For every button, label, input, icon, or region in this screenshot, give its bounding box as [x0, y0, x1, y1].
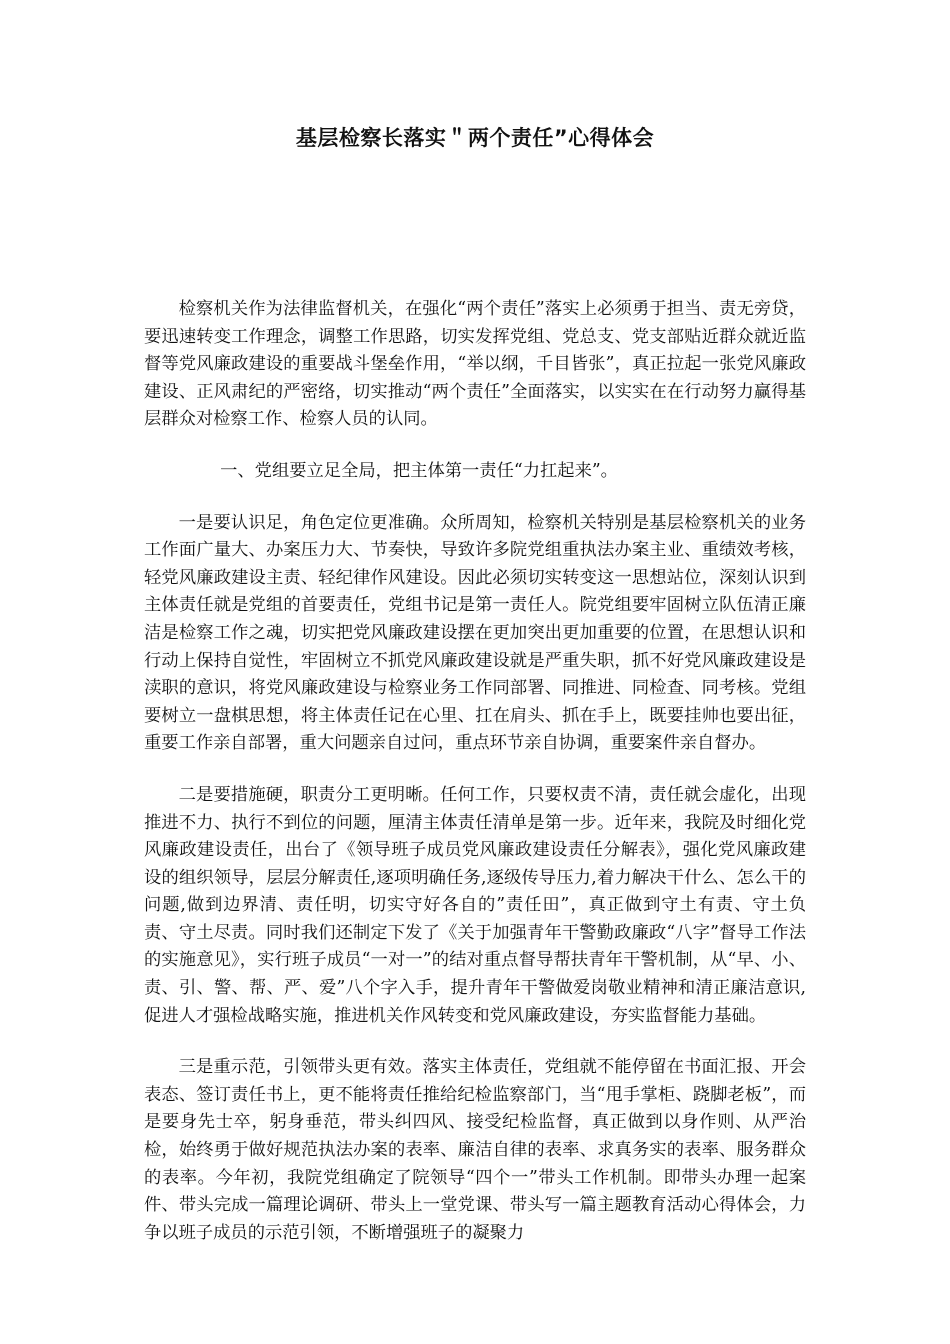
intro-paragraph: 检察机关作为法律监督机关，在强化“两个责任”落实上必须勇于担当、责无旁贷，要迅速转变工作理念，调整工作思路，切实发挥党组、党总支、党支部贴近群众就近监督等党风廉政建设的重要战斗堡垒作用，“举以纲，千目皆张”，真正拉起一张党风廉政建设、正风肃纪的严密络，切实推动“两个责任”全面落实，以实实在在行动努力赢得基层群众对检察工作、检察人员的认同。 [144, 299, 806, 430]
section-heading-1: 一、党组要立足全局，把主体第一责任“力扛起来”。 [220, 460, 618, 481]
document-title: 基层检察长落实＂两个责任”心得体会 [295, 126, 655, 150]
body-paragraph-2: 二是要措施硬，职责分工更明晰。任何工作，只要权责不清，责任就会虚化，出现推进不力、执行不到位的问题，厘清主体责任清单是第一步。近年来，我院及时细化党风廉政建设责任，出台了《领导班子成员党风廉政建设责任分解表》，强化党风廉政建设的组织领导，层层分解责任,逐项明确任务,逐级传导压力,着力解决干什么、怎么干的问题,做到边界清、责任明，切实守好各自的”责任田”，真正做到守土有责、守土负责、守土尽责。同时我们还制定下发了《关于加强青年干警勤政廉政“八字”督导工作法的实施意见》，实行班子成员“一对一”的结对重点督导帮扶青年干警机制，从“早、小、责、引、警、帮、严、爱”八个字入手，提升青年干警做爱岗敬业精神和清正廉洁意识,促进人才强检战略实施，推进机关作风转变和党风廉政建设，夯实监督能力基础。 [144, 784, 806, 1026]
body-paragraph-1: 一是要认识足，角色定位更准确。众所周知，检察机关特别是基层检察机关的业务工作面广量大、办案压力大、节奏快，导致许多院党组重执法办案主业、重绩效考核，轻党风廉政建设主责、轻纪律作风建设。因此必须切实转变这一思想站位，深刻认识到主体责任就是党组的首要责任，党组书记是第一责任人。院党组要牢固树立队伍清正廉洁是检察工作之魂，切实把党风廉政建设摆在更加突出更加重要的位置，在思想认识和行动上保持自觉性，牢固树立不抓党风廉政建设就是严重失职，抓不好党风廉政建设是渎职的意识，将党风廉政建设与检察业务工作同部署、同推进、同检查、同考核。党组要树立一盘棋思想，将主体责任记在心里、扛在肩头、抓在手上，既要挂帅也要出征，重要工作亲自部署，重大问题亲自过问，重点环节亲自协调，重要案件亲自督办。 [144, 512, 806, 754]
body-paragraph-3: 三是重示范，引领带头更有效。落实主体责任，党组就不能停留在书面汇报、开会表态、签订责任书上，更不能将责任推给纪检监察部门，当“甩手掌柜、跷脚老板”，而是要身先士卒，躬身垂范，带头纠四风、接受纪检监督，真正做到以身作则、从严治检，始终勇于做好规范执法办案的表率、廉洁自律的表率、求真务实的表率、服务群众的表率。今年初，我院党组确定了院领导“四个一”带头工作机制。即带头办理一起案件、带头完成一篇理论调研、带头上一堂党课、带头写一篇主题教育活动心得体会，力争以班子成员的示范引领，不断增强班子的凝聚力 [144, 1057, 806, 1243]
document-body [144, 296, 806, 1271]
